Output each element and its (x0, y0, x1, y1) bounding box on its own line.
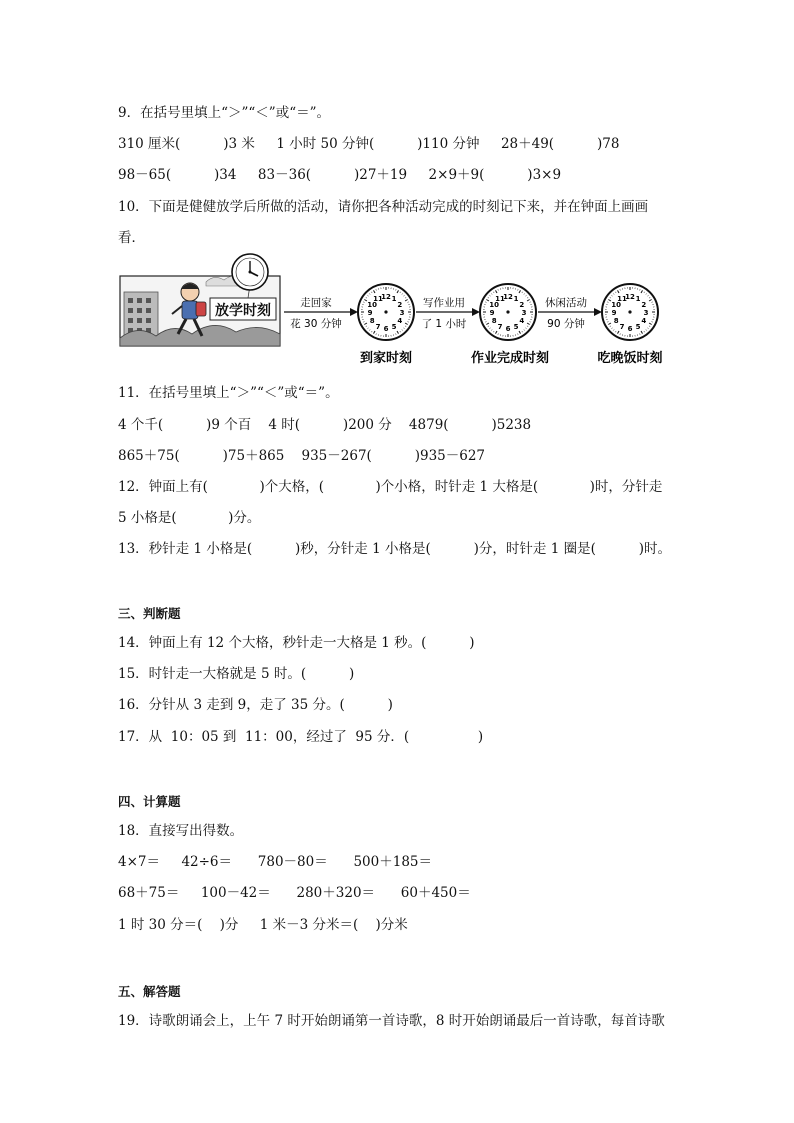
clock-numeral: 4 (641, 317, 647, 325)
departure-clock (232, 254, 268, 290)
clock-center (506, 310, 509, 313)
arrow-2 (416, 296, 480, 330)
q18-row2: 68＋75＝ 100－42＝ 280＋320＝ 60＋450＝ (118, 885, 471, 901)
clock-numeral: 7 (497, 322, 503, 331)
step3-bottom: 90 分钟 (547, 318, 585, 330)
clock-numeral: 7 (375, 322, 381, 331)
section5-title: 五、解答题 (118, 984, 181, 999)
q9-row1: 310 厘米( )3 米 1 小时 50 分钟( )110 分钟 28＋49( )78 (118, 136, 620, 152)
q11-row2: 865＋75( )75＋865 935－267( )935－627 (118, 448, 486, 464)
q17: 17．从 10：05 到 11：00，经过了 95 分．( ) (118, 729, 484, 745)
caption-homework: 作业完成时刻 (470, 351, 550, 366)
arrow-3 (538, 296, 602, 330)
clock-numeral: 6 (627, 325, 633, 333)
clock-numeral: 11 (373, 295, 383, 304)
clock-numeral: 4 (519, 317, 525, 325)
step1-bottom: 花 30 分钟 (290, 318, 342, 330)
clock-numeral: 2 (519, 301, 525, 309)
q10-line1: 10．下面是健健放学后所做的活动，请你把各种活动完成的时刻记下来，并在钟面上画画 (118, 199, 649, 215)
q15: 15．时针走一大格就是 5 时。( ) (118, 666, 355, 682)
q18-row1: 4×7＝ 42÷6＝ 780－80＝ 500＋185＝ (118, 854, 433, 870)
q11-row1: 4 个千( )9 个百 4 时( )200 分 4879( )5238 (118, 417, 532, 433)
clock-center (384, 310, 387, 313)
clock-numeral: 4 (397, 317, 403, 325)
q12-line1: 12．钟面上有( )个大格，( )个小格，时针走 1 大格是( )时，分针走 (118, 479, 663, 495)
q12-line2: 5 小格是( )分。 (118, 510, 261, 526)
clock-numeral: 12 (381, 293, 391, 301)
q9-row2: 98－65( )34 83－36( )27＋19 2×9＋9( )3×9 (118, 167, 562, 183)
schoolboy-illustration (120, 254, 280, 346)
banner-label: 放学时刻 (215, 303, 271, 319)
clock-numeral: 7 (619, 322, 625, 331)
dinner-clock-face[interactable] (602, 284, 658, 340)
clock-numeral: 3 (521, 309, 527, 317)
caption-home: 到家时刻 (359, 351, 413, 366)
q14: 14．钟面上有 12 个大格，秒针走一大格是 1 秒。( ) (118, 635, 475, 651)
clock-numeral: 10 (489, 301, 500, 309)
q18: 18．直接写出得数。 (118, 823, 244, 839)
clock-numeral: 10 (611, 301, 622, 309)
clock-numeral: 6 (505, 325, 511, 333)
section4-title: 四、计算题 (118, 794, 181, 809)
clock-numeral: 8 (491, 317, 497, 325)
q16: 16．分针从 3 走到 9，走了 35 分。( ) (118, 697, 393, 713)
q9-title: 9．在括号里填上“＞”“＜”或“＝”。 (118, 105, 330, 121)
step3-top: 休闲活动 (545, 297, 587, 309)
clock-numeral: 2 (397, 301, 403, 309)
clock-numeral: 1 (635, 295, 641, 304)
step1-top: 走回家 (300, 297, 332, 309)
step2-bottom: 了 1 小时 (421, 318, 467, 330)
clock-numeral: 8 (613, 317, 619, 325)
homework-clock-face[interactable] (480, 284, 536, 340)
clock-numeral: 6 (383, 325, 389, 333)
clock-numeral: 3 (399, 309, 405, 317)
clock-numeral: 5 (513, 322, 519, 331)
clock-numeral: 9 (489, 309, 495, 317)
clock-numeral: 12 (503, 293, 513, 301)
clock-numeral: 11 (495, 295, 505, 304)
caption-dinner: 吃晚饭时刻 (597, 351, 663, 366)
step2-top: 写作业用 (423, 297, 465, 309)
section3-title: 三、判断题 (118, 606, 181, 621)
clock-numeral: 2 (641, 301, 647, 309)
clock-numeral: 11 (617, 295, 627, 304)
activity-figure (118, 252, 678, 372)
q13-line1: 13．秒针走 1 小格是( )秒，分针走 1 小格是( )分，时针走 1 圈是( )时。 (118, 541, 672, 557)
q18-row3: 1 时 30 分＝( )分 1 米－3 分米＝( )分米 (118, 917, 408, 933)
clock-numeral: 1 (513, 295, 519, 304)
clock-numeral: 3 (643, 309, 649, 317)
q10-line2: 看． (118, 230, 145, 246)
clock-numeral: 10 (367, 301, 378, 309)
clock-numeral: 5 (635, 322, 641, 331)
clock-center (628, 310, 631, 313)
clock-numeral: 5 (391, 322, 397, 331)
clock-numeral: 9 (367, 309, 373, 317)
q19: 19．诗歌朗诵会上，上午 7 时开始朗诵第一首诗歌，8 时开始朗诵最后一首诗歌，每首诗歌 (118, 1013, 665, 1029)
clock-numeral: 12 (625, 293, 635, 301)
clock-numeral: 8 (369, 317, 375, 325)
clock-numeral: 1 (391, 295, 397, 304)
home-clock-face[interactable] (358, 284, 414, 340)
arrow-1 (284, 296, 358, 330)
clock-numeral: 9 (611, 309, 617, 317)
q11-title: 11．在括号里填上“＞”“＜”或“＝”。 (118, 385, 339, 401)
